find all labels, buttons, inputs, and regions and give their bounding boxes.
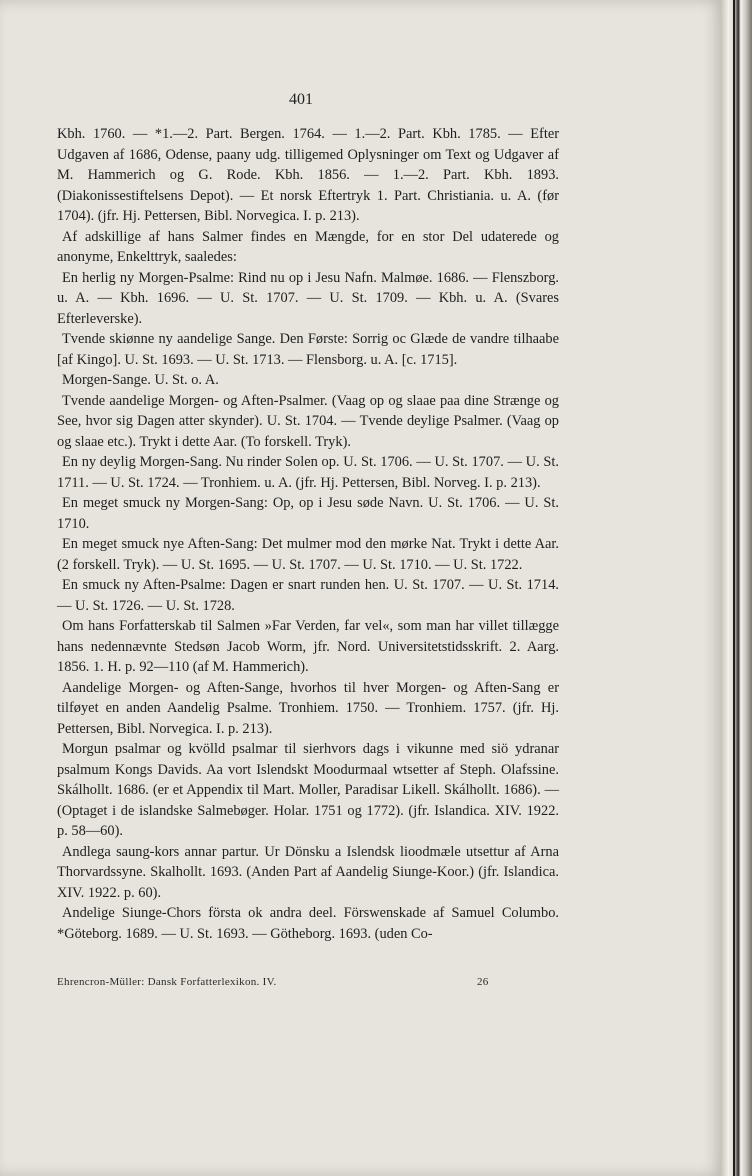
paragraph: Kbh. 1760. — *1.—2. Part. Bergen. 1764. — 1.—2. Part. Kbh. 1785. — Efter Udgaven af 1686, Odense, paany udg. tilligemed Oplysninger om Text og Udgaver af M. Hammerich og G. Rode. Kbh. 1856. — 1.—2. Part. Kbh. 1893. (Diakonissestiftelsens Depot). — Et norsk Eftertryk 1. Part. Christiania. u. A. (før 1704). (jfr. Hj. Pettersen, Bibl. Norvegica. I. p. 213).: [57, 126, 559, 224]
page-edge: [722, 0, 752, 1176]
paragraph: Morgen-Sange. U. St. o. A.: [62, 372, 219, 388]
paragraph: En ny deylig Morgen-Sang. Nu rinder Solen op. U. St. 1706. — U. St. 1707. — U. St. 1711. — U. St. 1724. — Tronhiem. u. A. (jfr. Hj. Pettersen, Bibl. Norveg. I. p. 213).: [57, 454, 559, 491]
signature-mark: 26: [477, 976, 489, 988]
paragraph: Aandelige Morgen- og Aften-Sange, hvorhos til hver Morgen- og Aften-Sang er tilføyet en anden Aandelig Psalme. Tronhiem. 1750. — Tronhiem. 1757. (jfr. Hj. Pettersen, Bibl. Norvegica. I. p. 213).: [57, 679, 559, 737]
paragraph: Af adskillige af hans Salmer findes en Mængde, for en stor Del udaterede og anonyme, Enkelttryk, saaledes:: [57, 228, 559, 265]
page-footer: [57, 976, 559, 988]
paragraph: Tvende aandelige Morgen- og Aften-Psalmer. (Vaag op og slaae paa dine Strænge og See, hvor sig Dagen atter skynder). U. St. 1704. — Tvende deylige Psalmer. (Vaag op og slaae etc.). Trykt i dette Aar. (To forskell. Tryk).: [57, 392, 559, 450]
footer-citation: Ehrencron-Müller: Dansk Forfatterlexikon. IV.: [57, 976, 277, 988]
paragraph: En smuck ny Aften-Psalme: Dagen er snart runden hen. U. St. 1707. — U. St. 1714. — U. St. 1726. — U. St. 1728.: [57, 577, 559, 614]
paragraph: En herlig ny Morgen-Psalme: Rind nu op i Jesu Nafn. Malmøe. 1686. — Flenszborg. u. A. — Kbh. 1696. — U. St. 1707. — U. St. 1709. — Kbh. u. A. (Svares Efterleverske).: [57, 269, 559, 327]
spine-line: [733, 0, 735, 1176]
paragraph: Tvende skiønne ny aandelige Sange. Den Første: Sorrig oc Glæde de vandre tilhaabe [af Kingo]. U. St. 1693. — U. St. 1713. — Flensborg. u. A. [c. 1715].: [57, 331, 559, 368]
paragraph: En meget smuck ny Morgen-Sang: Op, op i Jesu søde Navn. U. St. 1706. — U. St. 1710.: [57, 495, 559, 532]
paragraph: Andelige Siunge-Chors första ok andra deel. Förswenskade af Samuel Columbo. *Göteborg. 1689. — U. St. 1693. — Götheborg. 1693. (uden Co-: [57, 905, 559, 942]
paragraph: En meget smuck nye Aften-Sang: Det mulmer mod den mørke Nat. Trykt i dette Aar. (2 forskell. Tryk). — U. St. 1695. — U. St. 1707. — U. St. 1710. — U. St. 1722.: [57, 536, 559, 573]
paragraph: Andlega saung-kors annar partur. Ur Dönsku a Islendsk lioodmæle utsettur af Arna Thorvardssyne. Skalhollt. 1693. (Anden Part af Aandelig Siunge-Koor.) (jfr. Islandica. XIV. 1922. p. 60).: [57, 843, 559, 901]
body-text: [57, 124, 559, 944]
page-number: 401: [289, 91, 313, 108]
paragraph: Om hans Forfatterskab til Salmen »Far Verden, far vel«, som man har villet tillægge hans nedennævnte Stedsøn Jacob Worm, jfr. Nord. Universitetstidsskrift. 2. Aarg. 1856. 1. H. p. 92—110 (af M. Hammerich).: [57, 618, 559, 675]
paragraph: Morgun psalmar og kvölld psalmar til sierhvors dags i vikunne med siö ydranar psalmum Kongs Davids. Aa vort Islendskt Moodurmaal wtsetter af Steph. Olafssine. Skálhollt. 1686. (er et Appendix til Mart. Moller, Paradisar Likell. Skálhollt. 1686). — (Optaget i de islandske Salmebøger. Holar. 1751 og 1772). (jfr. Islandica. XIV. 1922. p. 58—60).: [57, 741, 559, 839]
